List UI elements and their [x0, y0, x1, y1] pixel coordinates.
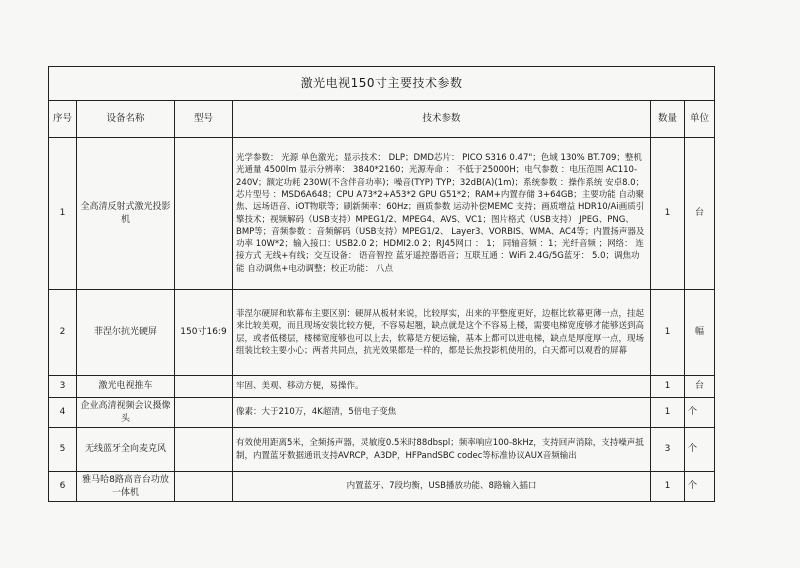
row-model — [175, 428, 233, 472]
table-row — [49, 428, 715, 472]
row-model — [175, 472, 233, 502]
header-unit: 单位 — [685, 101, 715, 138]
header-row — [49, 101, 715, 138]
row-qty: 1 — [651, 398, 685, 428]
header-no: 序号 — [49, 101, 77, 138]
header-name: 设备名称 — [77, 101, 175, 138]
row-params: 牢固、美观、移动方便，易操作。 — [233, 376, 651, 398]
row-no: 5 — [49, 428, 77, 472]
row-no: 1 — [49, 138, 77, 290]
row-unit: 幅 — [685, 290, 715, 376]
header-params: 技术参数 — [233, 101, 651, 138]
row-params: 菲涅尔硬屏和软幕布主要区别：硬屏从板材来说，比较厚实，出来的平整度更好，边框比软幕更薄一点，挂起来比较美观，而且现场安装比较方便，不容易起翘，缺点就是这个不容易上楼，需要电梯宽度够才能够送到高层，或者低楼层，楼梯宽度够也可以上去，软幕是方便运输，基本上都可以进电梯，缺点是厚度厚一点，现场组装比较主要小心；两者共同点，抗光效果都是一样的，都是长焦投影机使用的，白天都可以观看的屏幕 — [233, 290, 651, 376]
row-no: 4 — [49, 398, 77, 428]
table-row — [49, 138, 715, 290]
row-name: 激光电视推车 — [77, 376, 175, 398]
table-title: 激光电视150寸主要技术参数 — [49, 67, 715, 101]
spec-table — [48, 66, 715, 502]
row-unit: 个 — [685, 398, 715, 428]
row-qty: 1 — [651, 138, 685, 290]
row-params: 像素：大于210万，4K超清，5倍电子变焦 — [233, 398, 651, 428]
row-name: 无线蓝牙全向麦克风 — [77, 428, 175, 472]
row-params: 内置蓝牙、7段均衡，USB播放功能、8路输入插口 — [233, 472, 651, 502]
row-params: 光学参数： 光源 单色激光；显示技术： DLP；DMD芯片： PICO S316 0.47"；色域 130% BT.709；整机光通量 4500lm 显示分辨率： 3840*2160；光源寿命 ： 不低于25000H；电气参数 ：电压范围 AC110-240V；额定功耗 230W(不含伴音功率)；噪音(TYP) TYP；32dB(A)(1m)；系统参数 ：操作系统 安卓8.0；芯片型号 ：MSD6A648；CPU A73*2+A53*2 GPU G51*2；RAM+内置存储 3+64GB；主要功能 自动聚焦、远场语音、iOT物联等；刷新频率：60Hz；画质参数 运动补偿MEMC 支持；画质增益 HDR10/Ai画质引擎技术；视频解码（USB支持）MPEG1/2、MPEG4、AVS、VC1；图片格式（USB支持） JPEG、PNG、BMP等；音频参数 ：音频解码（USB支持）MPEG1/2、 Layer3、VORBIS、WMA、AC4等；内置扬声器及功率 10W*2；输入接口：USB2.0 2；HDMI2.0 2；RJ45网口 ： 1； 同轴音频 ：1；光纤音频 ；网络： 连接方式 无线+有线；交互设备： 语音智控 蓝牙遥控器语音；互联互通 ：WiFi 2.4G/5G蓝牙： 5.0；调焦功能 自动调焦+电动调整；校正功能： 八点 — [233, 138, 651, 290]
row-params: 有效使用距离5米，全频扬声器，灵敏度0.5米时88dbspl；频率响应100-8kHz，支持回声消除，支持噪声抵制，内置蓝牙数据通讯支持AVRCP，A3DP，HFPandSBC codec等标准协议AUX音频输出 — [233, 428, 651, 472]
row-qty: 1 — [651, 472, 685, 502]
row-qty: 1 — [651, 290, 685, 376]
table-row — [49, 472, 715, 502]
header-qty: 数量 — [651, 101, 685, 138]
row-unit: 个 — [685, 472, 715, 502]
table-row — [49, 290, 715, 376]
row-no: 6 — [49, 472, 77, 502]
row-name: 企业高清视频会议摄像头 — [77, 398, 175, 428]
row-model — [175, 138, 233, 290]
row-model — [175, 398, 233, 428]
row-no: 3 — [49, 376, 77, 398]
row-unit: 台 — [685, 138, 715, 290]
table-row — [49, 398, 715, 428]
row-qty: 1 — [651, 376, 685, 398]
row-name: 雅马哈8路高音台功放一体机 — [77, 472, 175, 502]
row-name: 全高清反射式激光投影机 — [77, 138, 175, 290]
row-qty: 3 — [651, 428, 685, 472]
row-no: 2 — [49, 290, 77, 376]
row-model — [175, 376, 233, 398]
row-unit: 个 — [685, 428, 715, 472]
header-model: 型号 — [175, 101, 233, 138]
row-name: 菲涅尔抗光硬屏 — [77, 290, 175, 376]
row-model: 150寸16:9 — [175, 290, 233, 376]
row-unit: 台 — [685, 376, 715, 398]
table-row — [49, 376, 715, 398]
